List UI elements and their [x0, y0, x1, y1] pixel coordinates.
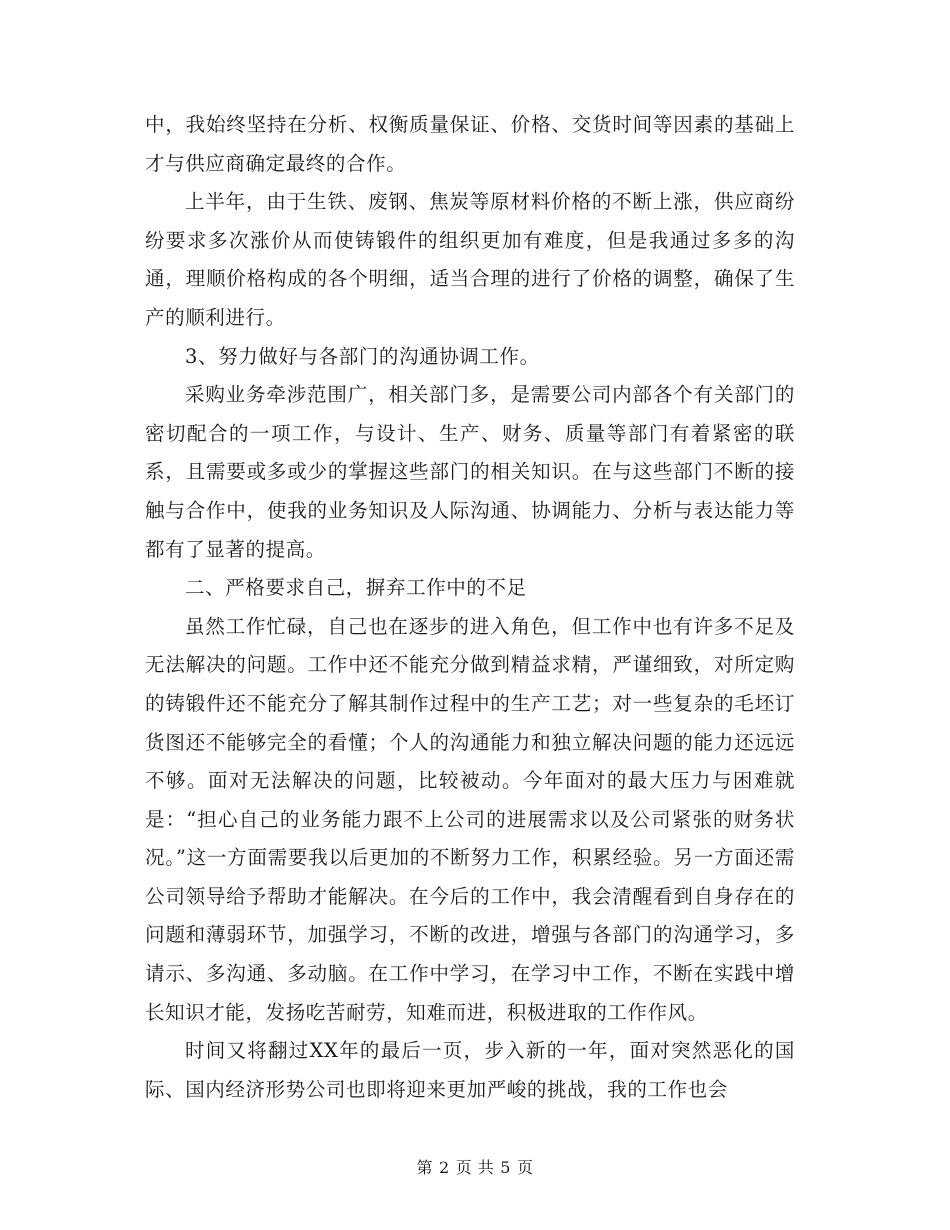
section-heading-2: 二、严格要求自己，摒弃工作中的不足: [185, 576, 527, 600]
footer-suffix: 页: [516, 1158, 534, 1177]
footer-prefix: 第: [416, 1158, 434, 1177]
paragraph-6: 虽然工作忙碌，自己也在逐步的进入角色，但工作中也有许多不足及无法解决的问题。工作中还不能充分做到精益求精，严谨细致，对所定购的铸锻件还不能充分了解其制作过程中的生产工艺；对一些复杂的毛坯订货图还不能够完全的看懂；个人的沟通能力和独立解决问题的能力还远远不够。面对无法解决的问题，比较被动。今年面对的最大压力与困难就是：“担心自己的业务能力跟不上公司的进展需求以及公司紧张的财务状况。”这一方面需要我以后更加的不断努力工作，积累经验。另一方面还需公司领导给予帮助才能解决。在今后的工作中，我会清醒看到自身存在的问题和薄弱环节，加强学习，不断的改进，增强与各部门的沟通学习，多请示、多沟通、多动脑。在工作中学习，在学习中工作，不断在实践中增长知识才能，发扬吃苦耐劳，知难而进，积极进取的工作作风。: [145, 614, 795, 1024]
paragraph-2: 上半年，由于生铁、废钢、焦炭等原材料价格的不断上涨，供应商纷纷要求多次涨价从而使铸锻件的组织更加有难度，但是我通过多多的沟通，理顺价格构成的各个明细，适当合理的进行了价格的调整，确保了生产的顺利进行。: [145, 190, 795, 329]
footer-current-page: 2: [439, 1158, 450, 1177]
footer-total-pages: 5: [500, 1158, 511, 1177]
paragraph-7: 时间又将翻过XX年的最后一页，步入新的一年，面对突然恶化的国际、国内经济形势公司也即将迎来更加严峻的挑战，我的工作也会: [145, 1039, 795, 1101]
section-heading-3: 3、努力做好与各部门的沟通协调工作。: [185, 344, 540, 368]
paragraph-4: 采购业务牵涉范围广，相关部门多，是需要公司内部各个有关部门的密切配合的一项工作，与设计、生产、财务、质量等部门有着紧密的联系，且需要或多或少的掌握这些部门的相关知识。在与这些部门不断的接触与合作中，使我的业务知识及人际沟通、协调能力、分析与表达能力等都有了显著的提高。: [145, 383, 795, 561]
paragraph-1: 中，我始终坚持在分析、权衡质量保证、价格、交货时间等因素的基础上才与供应商确定最终的合作。: [145, 113, 795, 175]
footer-middle: 页 共: [455, 1158, 495, 1177]
document-body: [145, 106, 795, 1109]
page-footer: [0, 1155, 950, 1178]
